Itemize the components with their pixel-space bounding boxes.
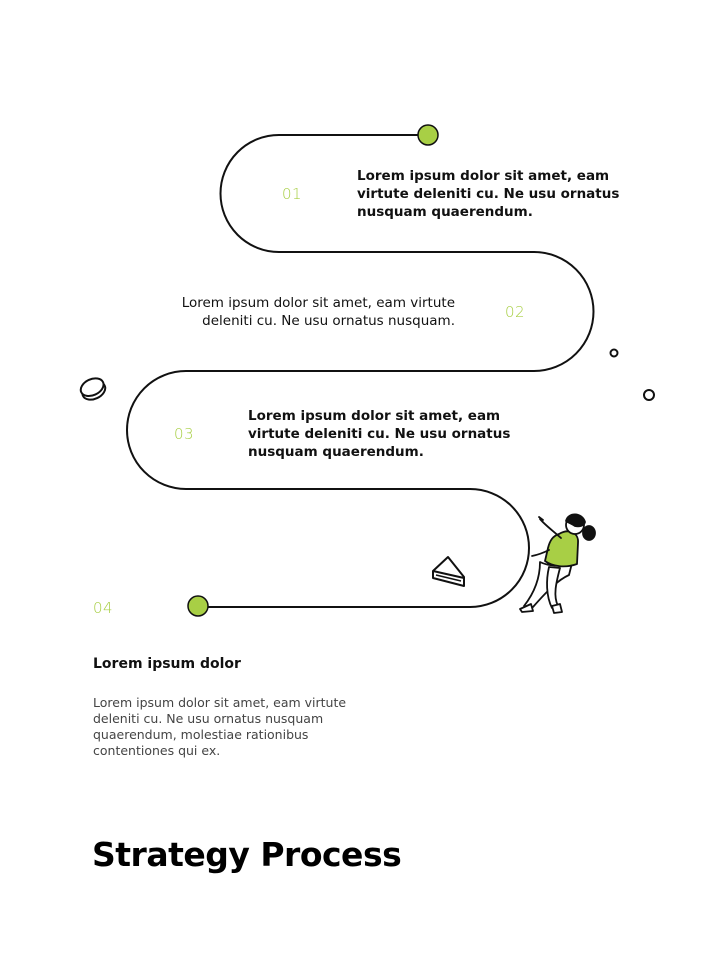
path-end-dot (188, 596, 208, 616)
detail-body: Lorem ipsum dolor sit amet, eam virtute deleniti cu. Ne usu ornatus nusquam quaerendum, molestiae rationibus contentiones qui ex. (93, 695, 347, 758)
step-2-text: Lorem ipsum dolor sit amet, eam virtute deleniti cu. Ne usu ornatus nusquam. (181, 295, 455, 329)
step-1-number: 01 (282, 185, 303, 203)
cake-slice-icon (433, 557, 464, 586)
step-2-number: 02 (505, 303, 526, 321)
step-3-text: Lorem ipsum dolor sit amet, eam virtute deleniti cu. Ne usu ornatus nusquam quaerendum. (248, 408, 511, 460)
walking-woman-illustration (520, 514, 595, 613)
detail-heading: Lorem ipsum dolor (93, 656, 241, 672)
page-title: Strategy Process (92, 835, 402, 874)
small-ring-icon (611, 350, 618, 357)
ring-icon (644, 390, 654, 400)
step-1-text: Lorem ipsum dolor sit amet, eam virtute deleniti cu. Ne usu ornatus nusquam quaerendum. (357, 168, 620, 220)
step-3-number: 03 (174, 425, 195, 443)
step-4-number: 04 (93, 599, 114, 617)
path-start-dot (418, 125, 438, 145)
coin-icon (78, 375, 108, 403)
